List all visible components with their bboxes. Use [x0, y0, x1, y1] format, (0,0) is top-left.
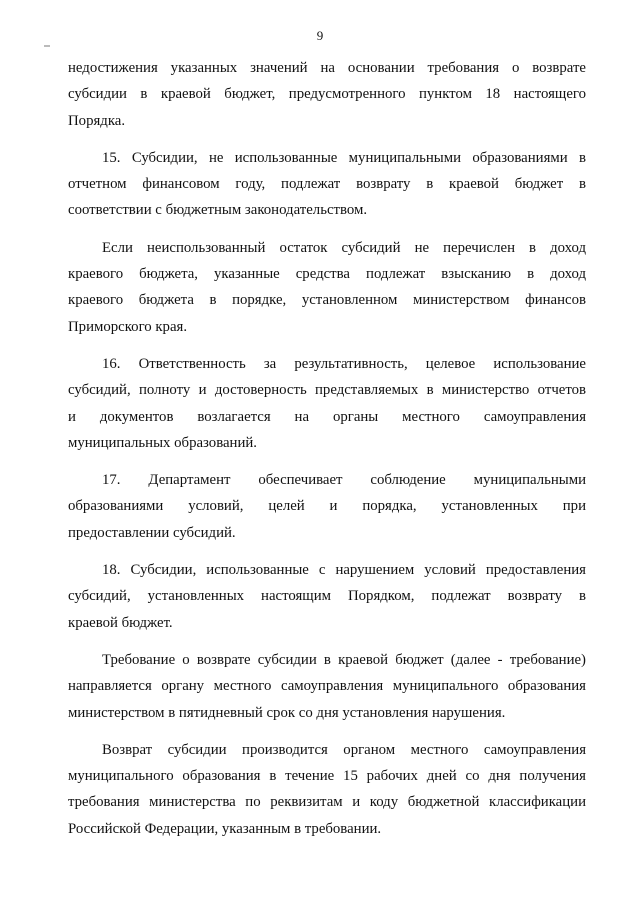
text-line: Возврат субсидии производится органом местного самоуправления	[102, 741, 586, 758]
text-line: субсидий, установленных настоящим Порядком, подлежат возврату в	[68, 588, 586, 605]
paragraph	[68, 145, 586, 224]
text-line: 15. Субсидии, не использованные муниципальными образованиями в	[102, 149, 586, 166]
text-line: 17. Департамент обеспечивает соблюдение муниципальными	[102, 472, 586, 489]
paragraph	[68, 351, 586, 456]
text-line: образованиями условий, целей и порядка, установленных при	[68, 498, 586, 515]
paragraph	[68, 557, 586, 636]
text-line: Если неиспользованный остаток субсидий не перечислен в доход	[102, 239, 586, 256]
document-body	[68, 55, 586, 853]
paragraph	[68, 235, 586, 340]
text-line: муниципального образования в течение 15 рабочих дней со дня получения	[68, 768, 586, 785]
text-line: недостижения указанных значений на основании требования о возврате	[68, 60, 586, 76]
text-line: краевой бюджет.	[68, 614, 173, 631]
text-line: отчетном финансовом году, подлежат возврату в краевой бюджет в	[68, 176, 586, 193]
paragraph	[68, 467, 586, 546]
text-line: краевого бюджета в порядке, установленном министерством финансов	[68, 292, 586, 309]
text-line: министерством в пятидневный срок со дня установления нарушения.	[68, 704, 506, 721]
paragraph	[68, 55, 586, 134]
paragraph	[68, 737, 586, 842]
text-line: 18. Субсидии, использованные с нарушением условий предоставления	[102, 562, 586, 579]
text-line: Порядка.	[68, 112, 126, 129]
paragraph	[68, 647, 586, 726]
text-line: субсидий, полноту и достоверность представляемых в министерство отчетов	[68, 382, 586, 399]
text-line: муниципальных образований.	[68, 434, 258, 451]
text-line: субсидии в краевой бюджет, предусмотренного пунктом 18 настоящего	[68, 86, 586, 103]
text-line: требования министерства по реквизитам и коду бюджетной классификации	[68, 794, 586, 811]
text-line: и документов возлагается на органы местного самоуправления	[68, 408, 586, 425]
scan-mark	[44, 45, 50, 47]
page-number: 9	[316, 28, 324, 43]
text-line: краевого бюджета, указанные средства подлежат взысканию в доход	[68, 266, 586, 283]
text-line: соответствии с бюджетным законодательством.	[68, 202, 368, 219]
text-line: Требование о возврате субсидии в краевой бюджет (далее - требование)	[102, 651, 586, 668]
text-line: направляется органу местного самоуправления муниципального образования	[68, 678, 586, 695]
text-line: 16. Ответственность за результативность, целевое использование	[102, 355, 586, 372]
text-line: Приморского края.	[68, 318, 188, 335]
text-line: предоставлении субсидий.	[68, 524, 236, 541]
text-line: Российской Федерации, указанным в требовании.	[68, 820, 382, 837]
